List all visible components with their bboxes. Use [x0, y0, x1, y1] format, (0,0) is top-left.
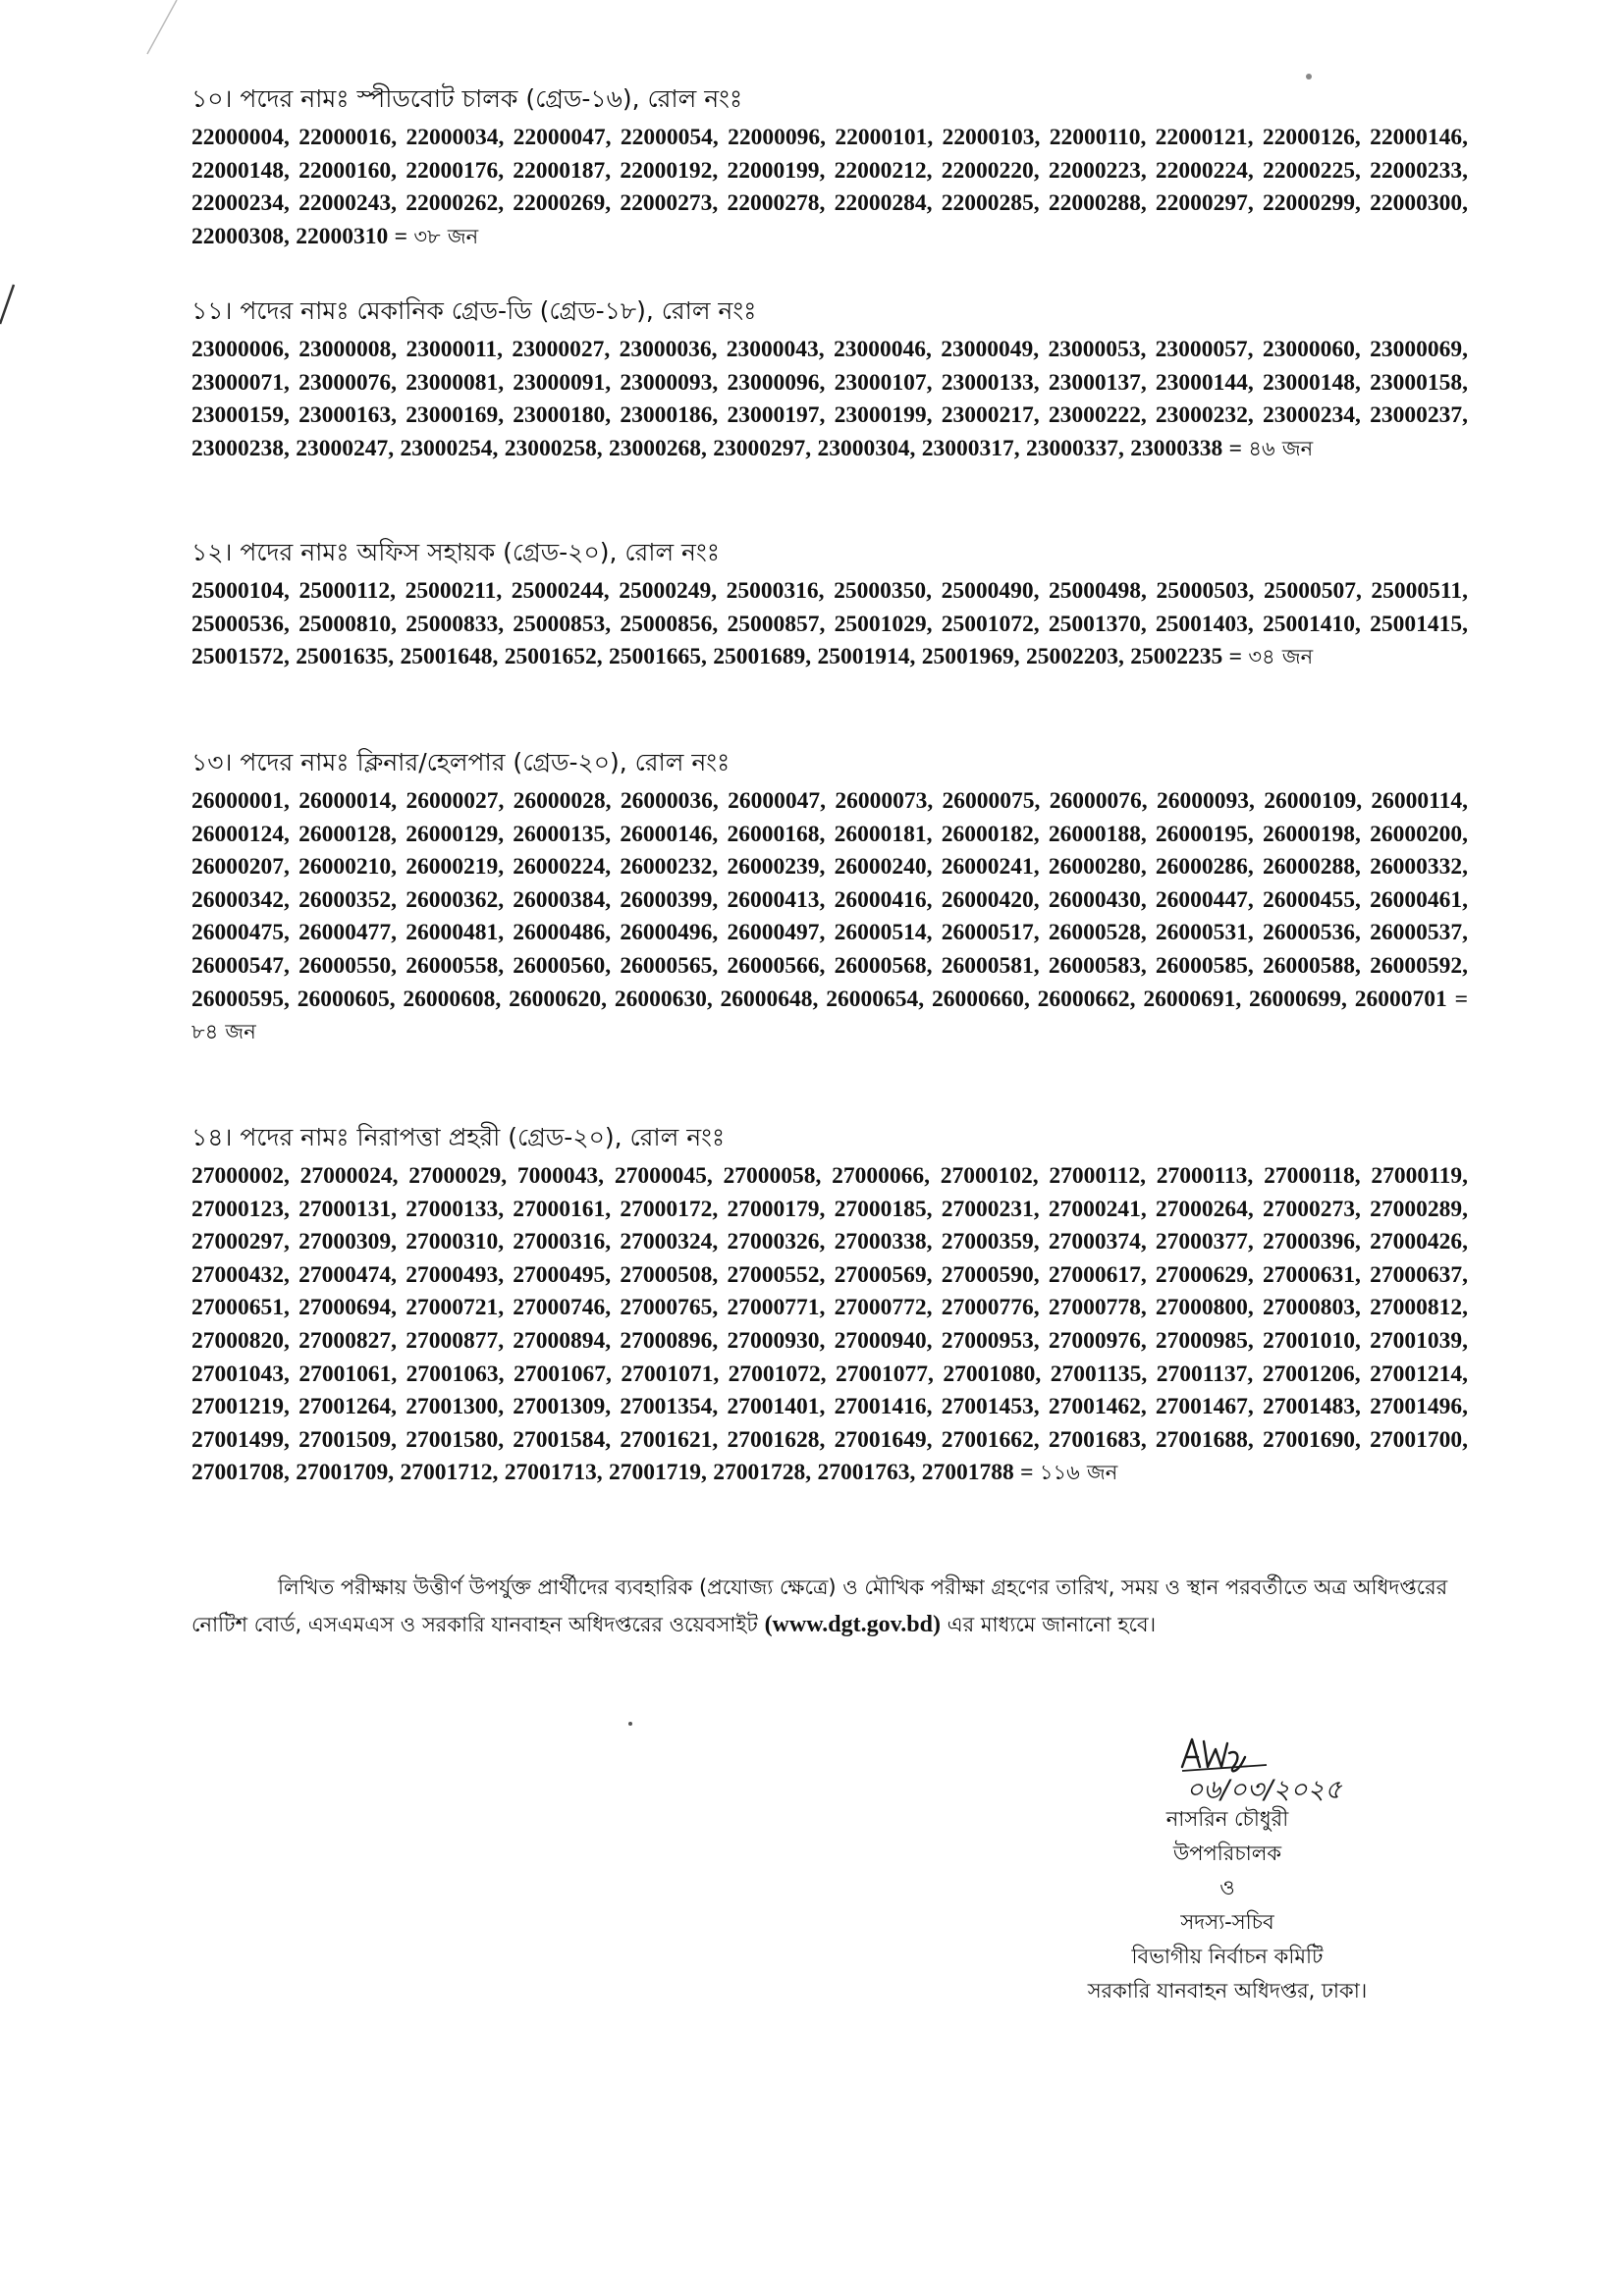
section-heading: ১১। পদের নামঃ মেকানিক গ্রেড-ডি (গ্রেড-১৮), রোল নংঃ [191, 296, 757, 325]
roll-number-list [191, 122, 1468, 253]
candidate-total: ৩৪ জন [1248, 645, 1314, 669]
notice-text-end: এর মাধ্যমে জানানো হবে। [947, 1613, 1157, 1636]
signer-conjunction: ও [1219, 1876, 1235, 1899]
roll-numbers: 26000001, 26000014, 26000027, 26000028, 26000036, 26000047, 26000073, 26000075, 26000076, 26000093, 26000109, 26000114, 26000124, 26000128, 26000129, 26000135, 26000146, 26000168, 26000181, 26000182, 26000188, 26000195, 26000198, 26000200, 26000207, 26000210, 26000219, 26000224, 26000232, 26000239, 26000240, 26000241, 26000280, 26000286, 26000288, 26000332, 26000342, 26000352, 26000362, 26000384, 26000399, 26000413, 26000416, 26000420, 26000430, 26000447, 26000455, 26000461, 26000475, 26000477, 26000481, 26000486, 26000496, 26000497, 26000514, 26000517, 26000528, 26000531, 26000536, 26000537, 26000547, 26000550, 26000558, 26000560, 26000565, 26000566, 26000568, 26000581, 26000583, 26000585, 26000588, 26000592, 26000595, 26000605, 26000608, 26000620, 26000630, 26000648, 26000654, 26000660, 26000662, 26000691, 26000699, 26000701 = [191, 788, 1468, 1012]
signer-role: সদস্য-সচিব [1180, 1910, 1274, 1934]
signer-committee: বিভাগীয় নির্বাচন কমিটি [1131, 1945, 1324, 1968]
section-mechanic [191, 294, 1468, 465]
candidate-total: ১১৬ জন [1039, 1461, 1118, 1485]
candidate-total: ৩৮ জন [413, 224, 479, 248]
signer-office: সরকারি যানবাহন অধিদপ্তর, ঢাকা। [1087, 1979, 1368, 2002]
roll-numbers: 25000104, 25000112, 25000211, 25000244, 25000249, 25000316, 25000350, 25000490, 25000498, 25000503, 25000507, 25000511, 25000536, 25000810, 25000833, 25000853, 25000856, 25000857, 25001029, 25001072, 25001370, 25001403, 25001410, 25001415, 25001572, 25001635, 25001648, 25001652, 25001665, 25001689, 25001914, 25001969, 25002203, 25002235 = [191, 578, 1468, 670]
website-reference: (www.dgt.gov.bd) [764, 1612, 941, 1637]
roll-numbers: 22000004, 22000016, 22000034, 22000047, 22000054, 22000096, 22000101, 22000103, 22000110, 22000121, 22000126, 22000146, 22000148, 22000160, 22000176, 22000187, 22000192, 22000199, 22000212, 22000220, 22000223, 22000224, 22000225, 22000233, 22000234, 22000243, 22000262, 22000269, 22000273, 22000278, 22000284, 22000285, 22000288, 22000297, 22000299, 22000300, 22000308, 22000310 = [191, 125, 1468, 249]
section-heading: ১০। পদের নামঃ স্পীডবোট চালক (গ্রেড-১৬), রোল নংঃ [191, 84, 743, 113]
roll-numbers: 27000002, 27000024, 27000029, 7000043, 27000045, 27000058, 27000066, 27000102, 27000112, 27000113, 27000118, 27000119, 27000123, 27000131, 27000133, 27000161, 27000172, 27000179, 27000185, 27000231, 27000241, 27000264, 27000273, 27000289, 27000297, 27000309, 27000310, 27000316, 27000324, 27000326, 27000338, 27000359, 27000374, 27000377, 27000396, 27000426, 27000432, 27000474, 27000493, 27000495, 27000508, 27000552, 27000569, 27000590, 27000617, 27000629, 27000631, 27000637, 27000651, 27000694, 27000721, 27000746, 27000765, 27000771, 27000772, 27000776, 27000778, 27000800, 27000803, 27000812, 27000820, 27000827, 27000877, 27000894, 27000896, 27000930, 27000940, 27000953, 27000976, 27000985, 27001010, 27001039, 27001043, 27001061, 27001063, 27001067, 27001071, 27001072, 27001077, 27001080, 27001135, 27001137, 27001206, 27001214, 27001219, 27001264, 27001300, 27001309, 27001354, 27001401, 27001416, 27001453, 27001462, 27001467, 27001483, 27001496, 27001499, 27001509, 27001580, 27001584, 27001621, 27001628, 27001649, 27001662, 27001683, 27001688, 27001690, 27001700, 27001708, 27001709, 27001712, 27001713, 27001719, 27001728, 27001763, 27001788 = [191, 1163, 1468, 1486]
section-office-assistant [191, 536, 1468, 674]
candidate-total: ৪৬ জন [1248, 436, 1314, 460]
signer-name: নাসরিন চৌধুরী [1165, 1807, 1289, 1831]
section-speedboat-driver [191, 82, 1468, 253]
roll-number-list [191, 575, 1468, 674]
scan-speck [1306, 74, 1312, 80]
handwritten-signature [1168, 1728, 1414, 1806]
section-security-guard [191, 1121, 1468, 1490]
signatory-block [1021, 1802, 1434, 2008]
signer-designation: উপপরিচালক [1172, 1842, 1282, 1865]
section-cleaner-helper [191, 746, 1468, 1049]
scan-speck [628, 1722, 632, 1726]
roll-number-list [191, 785, 1468, 1049]
exam-notice-paragraph [191, 1569, 1470, 1643]
section-heading: ১৪। পদের নামঃ নিরাপত্তা প্রহরী (গ্রেড-২০), রোল নংঃ [191, 1123, 726, 1151]
roll-numbers: 23000006, 23000008, 23000011, 23000027, 23000036, 23000043, 23000046, 23000049, 23000053, 23000057, 23000060, 23000069, 23000071, 23000076, 23000081, 23000091, 23000093, 23000096, 23000107, 23000133, 23000137, 23000144, 23000148, 23000158, 23000159, 23000163, 23000169, 23000180, 23000186, 23000197, 23000199, 23000217, 23000222, 23000232, 23000234, 23000237, 23000238, 23000247, 23000254, 23000258, 23000268, 23000297, 23000304, 23000317, 23000337, 23000338 = [191, 337, 1468, 461]
candidate-total: ৮৪ জন [191, 1020, 256, 1044]
section-heading: ১৩। পদের নামঃ ক্লিনার/হেলপার (গ্রেড-২০), রোল নংঃ [191, 748, 731, 776]
notice-text: লিখিত পরীক্ষায় উত্তীর্ণ উপর্যুক্ত প্রার্থীদের ব্যবহারিক (প্রযোজ্য ক্ষেত্রে) ও মৌখিক পরীক্ষা গ্রহণের তারিখ, সময় ও স্থান পরবর্তীতে অত্র অধিদপ্তরের নোটিশ বোর্ড, এসএমএস ও সরকারি যানবাহন অধিদপ্তরের ওয়েবসাইট [191, 1575, 1448, 1636]
signature-date: ০৬/০৩/২০২৫ [1186, 1775, 1342, 1805]
roll-number-list [191, 1160, 1468, 1490]
roll-number-list [191, 334, 1468, 465]
section-heading: ১২। পদের নামঃ অফিস সহায়ক (গ্রেড-২০), রোল নংঃ [191, 538, 721, 566]
